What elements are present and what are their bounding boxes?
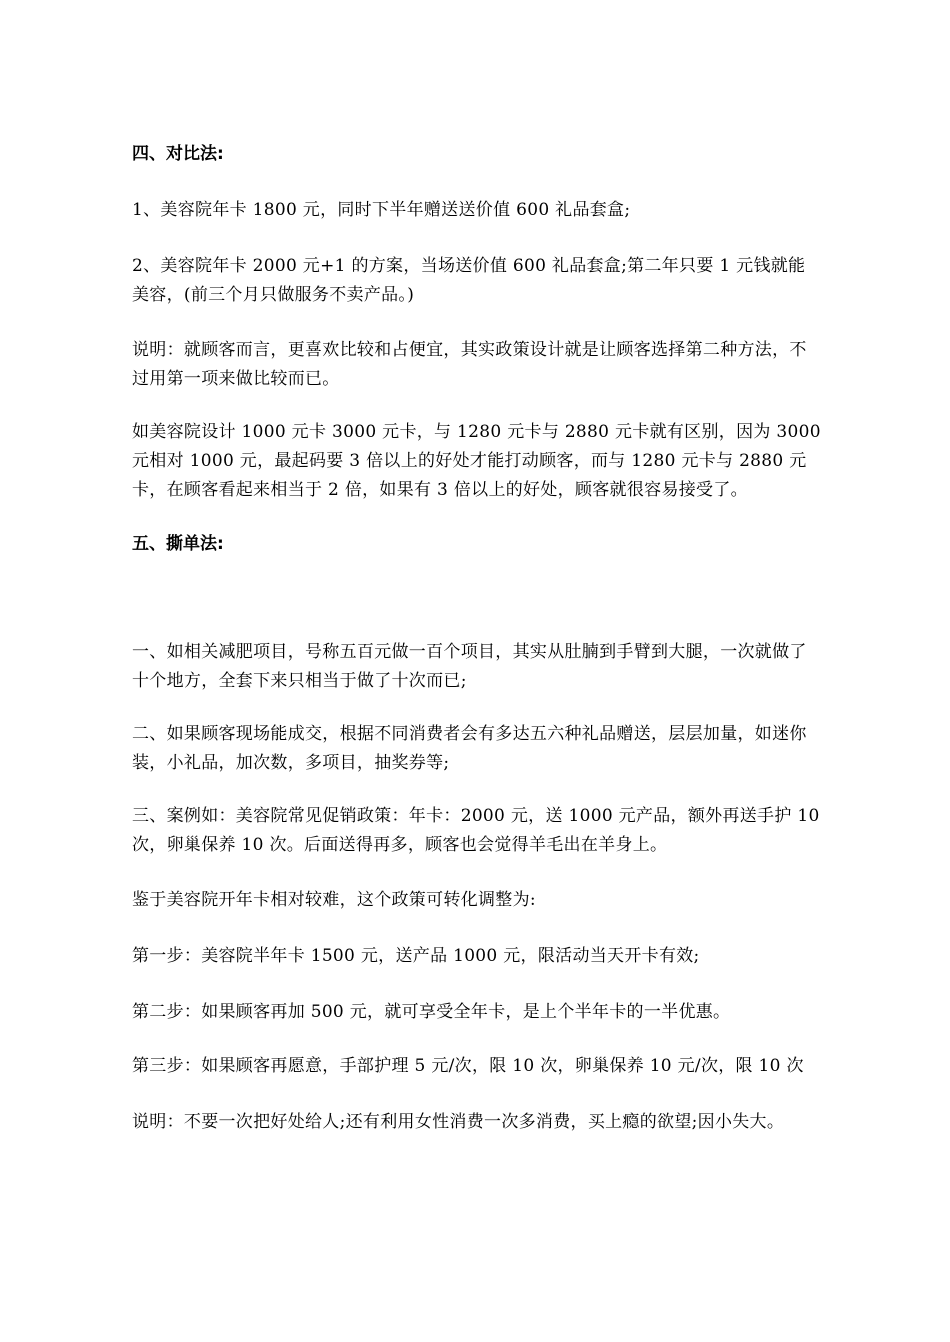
section-heading-tear-order: 五、撕单法: (132, 534, 224, 554)
paragraph: 如美容院设计 1000 元卡 3000 元卡，与 1280 元卡与 2880 元卡就有区别，因为 3000 元相对 1000 元，最起码要 3 倍以上的好处才能打动顾客，而与 1280 元卡与 2880 元卡，在顾客看起来相当于 2 倍，如果有 3 倍以上的好处，顾客就很容易接受了。 (132, 422, 821, 500)
paragraph: 2、美容院年卡 2000 元+1 的方案，当场送价值 600 礼品套盒;第二年只要 1 元钱就能美容，(前三个月只做服务不卖产品。) (132, 256, 806, 305)
paragraph: 第二步：如果顾客再加 500 元，就可享受全年卡，是上个半年卡的一半优惠。 (132, 1002, 731, 1022)
paragraph: 三、案例如：美容院常见促销政策：年卡：2000 元，送 1000 元产品，额外再送手护 10 次，卵巢保养 10 次。后面送得再多，顾客也会觉得羊毛出在羊身上。 (132, 806, 820, 855)
paragraph: 一、如相关减肥项目，号称五百元做一百个项目，其实从肚腩到手臂到大腿，一次就做了十个地方，全套下来只相当于做了十次而已; (132, 642, 807, 691)
paragraph: 第三步：如果顾客再愿意，手部护理 5 元/次，限 10 次，卵巢保养 10 元/次，限 10 次 (132, 1056, 804, 1076)
paragraph: 鉴于美容院开年卡相对较难，这个政策可转化调整为: (132, 890, 536, 910)
paragraph: 1、美容院年卡 1800 元，同时下半年赠送送价值 600 礼品套盒; (132, 200, 631, 220)
section-heading-contrast: 四、对比法: (132, 144, 224, 164)
paragraph: 第一步：美容院半年卡 1500 元，送产品 1000 元，限活动当天开卡有效; (132, 946, 700, 966)
paragraph: 二、如果顾客现场能成交，根据不同消费者会有多达五六种礼品赠送，层层加量，如迷你装，小礼品，加次数，多项目，抽奖券等; (132, 724, 807, 773)
paragraph: 说明：就顾客而言，更喜欢比较和占便宜，其实政策设计就是让顾客选择第二种方法，不过用第一项来做比较而已。 (132, 340, 807, 389)
paragraph: 说明：不要一次把好处给人;还有利用女性消费一次多消费，买上瘾的欲望;因小失大。 (132, 1112, 785, 1132)
